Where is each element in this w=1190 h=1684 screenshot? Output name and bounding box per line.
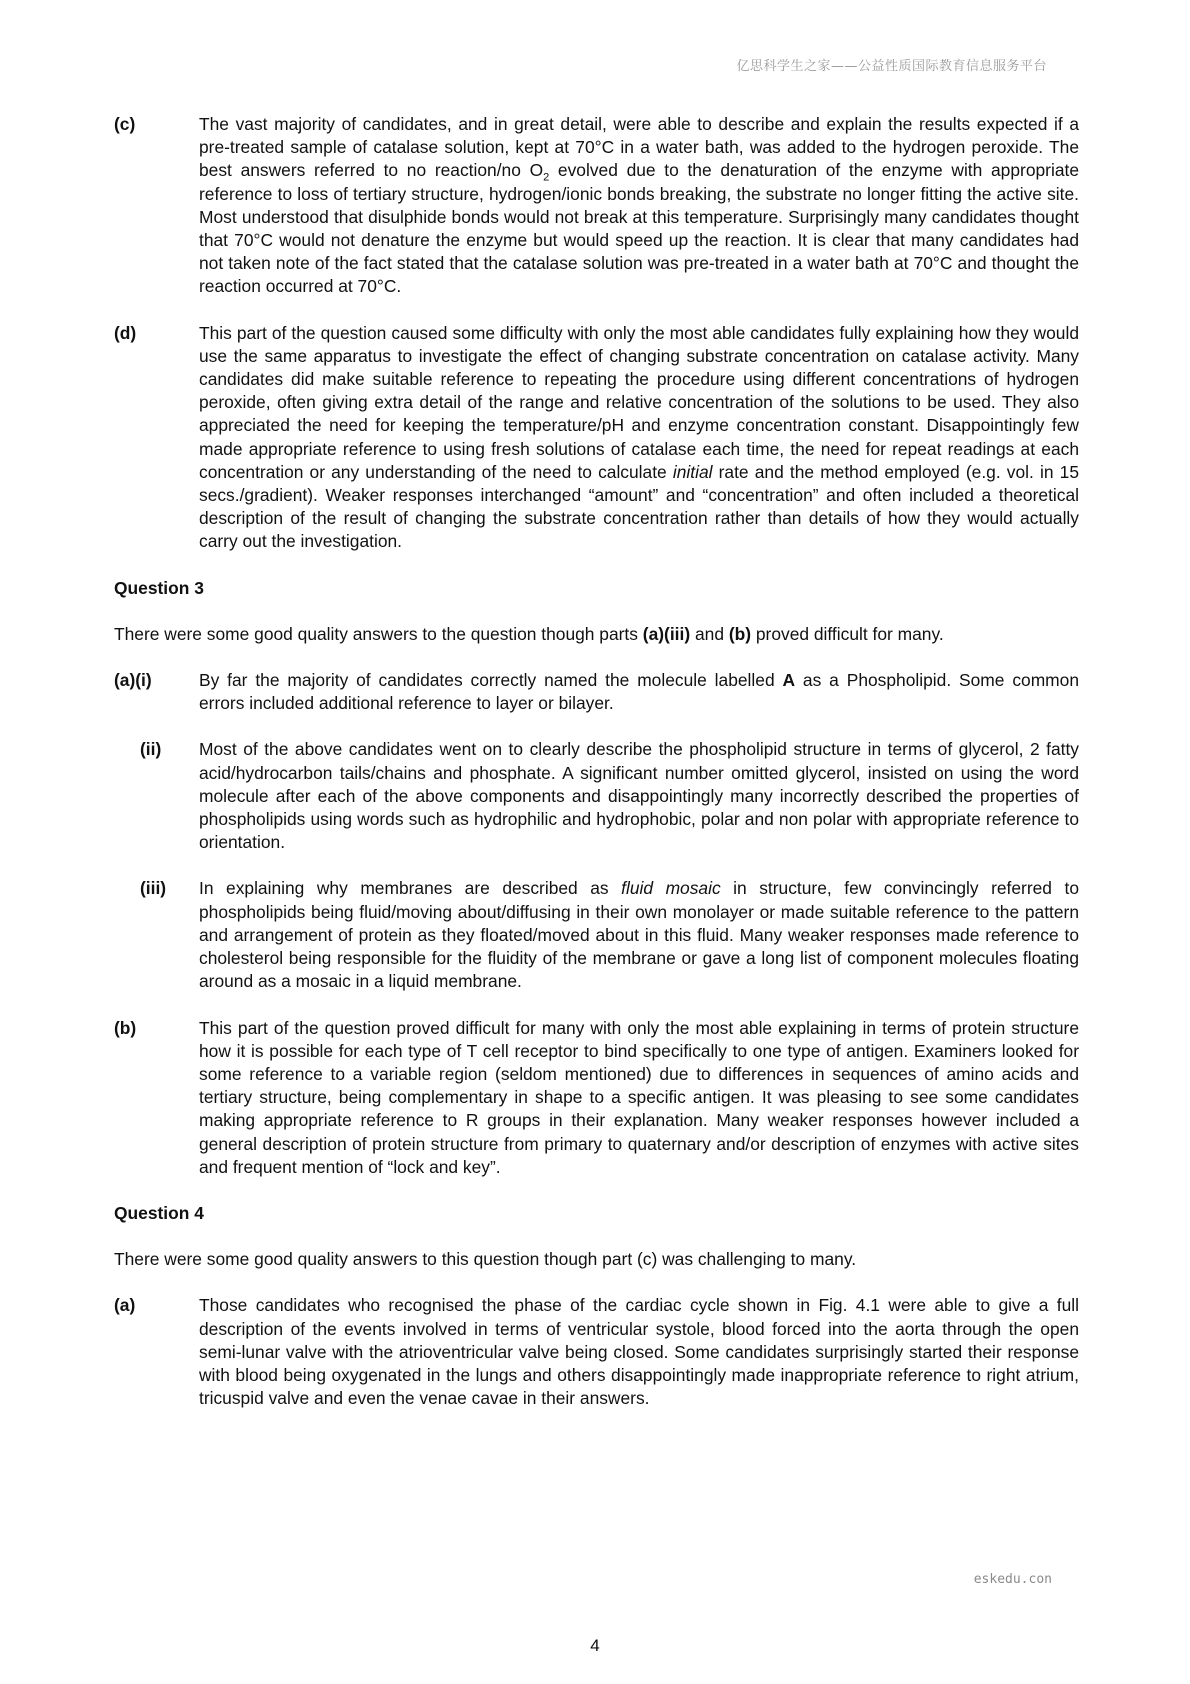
q3-aiii-text-1: In explaining why membranes are described as (199, 878, 622, 899)
question-3-intro (114, 623, 1079, 646)
footer-watermark: eskedu.con (973, 1572, 1052, 1587)
q2-part-d-text (199, 322, 1079, 554)
q3-intro-2: and (690, 623, 729, 644)
q3-part-b-text: This part of the question proved difficult for many with only the most able explaining in terms of protein structure how it is possible for each type of T cell receptor to bind specifically to one type of antigen. Examiners looked for some reference to a variable region (seldom mentioned) due to differences in sequences of amino acids and tertiary structure, being complementary in shape to a specific antigen. It was pleasing to see some candidates making appropriate reference to R groups in their explanation. Many weaker responses however included a general description of protein structure from primary to quaternary and/or description of enzymes with active sites and frequent mention of “lock and key”. (199, 1017, 1079, 1177)
q3-part-a-i-label: (a)(i) (114, 670, 152, 691)
question-4-heading: Question 4 (114, 1202, 204, 1223)
q2-d-emphasis: initial (672, 461, 713, 482)
q2-part-d-label: (d) (114, 322, 137, 343)
report-content (114, 113, 1079, 1433)
q4-part-a-text: Those candidates who recognised the phase of the cardiac cycle shown in Fig. 4.1 were able to give a full description of the events involved in terms of ventricular systole, blood forced into the aorta through the open semi-lunar valve with the atrioventricular valve being closed. Some candidates surprisingly started their response with blood being oxygenated in the lungs and others disappointingly made inappropriate reference to right atrium, tricuspid valve and even the venae cavae in their answers. (199, 1295, 1079, 1409)
q2-c-text-1: The vast majority of candidates, and in great detail, were able to describe and explain the results expected if a pre-treated sample of catalase solution, kept at 70°C in a water bath, was added to the hydrogen peroxide. The best answers referred to no reaction/no O (199, 114, 1079, 181)
q2-d-text-1: This part of the question caused some difficulty with only the most able candidates fully explaining how they would use the same apparatus to investigate the effect of changing substrate concentration on catalase activity. Many candidates did make suitable reference to repeating the procedure using different concentrations of hydrogen peroxide, often giving extra detail of the range and relative concentration of the solutions to be used. They also appreciated the need for keeping the temperature/pH and enzyme concentration constant. Disappointingly few made appropriate reference to using fresh solutions of catalase each time, the need for repeat readings at each concentration or any understanding of the need to calculate (199, 322, 1079, 482)
q3-part-a-iii-text (199, 877, 1079, 993)
q3-part-a-iii (114, 877, 1079, 993)
q4-part-a-label: (a) (114, 1295, 136, 1316)
q3-part-b-label: (b) (114, 1017, 137, 1038)
q2-part-d (114, 322, 1079, 554)
q2-d-text-2: rate and the method employed (e.g. vol. in 15 secs./gradient). Weaker responses interchanged “amount” and “concentration” and often included a theoretical description of the result of changing the substrate concentration rather than details of how they would actually carry out the investigation. (199, 461, 1080, 552)
q3-part-b (114, 1017, 1079, 1179)
q3-part-a-iii-label: (iii) (140, 878, 167, 899)
q3-part-a-i-text (199, 669, 1079, 715)
q3-intro-3: proved difficult for many. (751, 623, 944, 644)
q3-intro-bold-1: (a)(iii) (642, 623, 691, 644)
q3-part-a-i (114, 669, 1079, 715)
q3-aiii-text-2: in structure, few convincingly referred to phospholipids being fluid/moving about/diffusing in their own monolayer or made suitable reference to the pattern and arrangement of protein as they floated/moved about in this fluid. Many weaker responses made reference to cholesterol being responsible for the fluidity of the membrane or gave a long list of component molecules floating around as a mosaic in a liquid membrane. (199, 878, 1080, 992)
q2-part-c-label: (c) (114, 114, 136, 134)
q3-intro-1: There were some good quality answers to the question though parts (114, 623, 643, 644)
q3-part-a-ii-text: Most of the above candidates went on to clearly describe the phospholipid structure in terms of glycerol, 2 fatty acid/hydrocarbon tails/chains and phosphate. A significant number omitted glycerol, insisted on using the word molecule after each of the above components and disappointingly many incorrectly described the properties of phospholipids using words such as hydrophilic and hydrophobic, polar and non polar with appropriate reference to orientation. (199, 739, 1079, 853)
header-watermark: 亿思科学生之家——公益性质国际教育信息服务平台 (736, 59, 1047, 74)
q3-ai-text-1: By far the majority of candidates correctly named the molecule labelled (199, 670, 783, 691)
q3-part-a-ii-label: (ii) (140, 739, 162, 760)
oxygen-subscript: 2 (543, 171, 550, 184)
q3-ai-text-2: as a Phospholipid. Some common errors included additional reference to layer or bilayer. (199, 670, 1080, 714)
q3-part-a-ii (114, 738, 1079, 854)
q3-intro-bold-2: (b) (728, 623, 752, 644)
q2-part-c (114, 113, 1079, 299)
q2-c-text-2: evolved due to the denaturation of the enzyme with appropriate reference to loss of tertiary structure, hydrogen/ionic bonds breaking, the substrate no longer fitting the active site. Most understood that disulphide bonds would not break at this temperature. Surprisingly many candidates thought that 70°C would not denature the enzyme but would speed up the reaction. It is clear that many candidates had not taken note of the fact stated that the catalase solution was pre-treated in a water bath at 70°C and thought the reaction occurred at 70°C. (199, 160, 1079, 297)
question-3-heading: Question 3 (114, 577, 204, 598)
q4-part-a (114, 1294, 1079, 1410)
q3-aiii-emphasis: fluid mosaic (621, 878, 721, 899)
question-4-intro: There were some good quality answers to this question though part (c) was challenging to many. (114, 1249, 857, 1270)
q2-part-c-text (199, 113, 1079, 299)
page-number: 4 (590, 1636, 600, 1655)
q3-ai-bold: A (782, 670, 796, 691)
